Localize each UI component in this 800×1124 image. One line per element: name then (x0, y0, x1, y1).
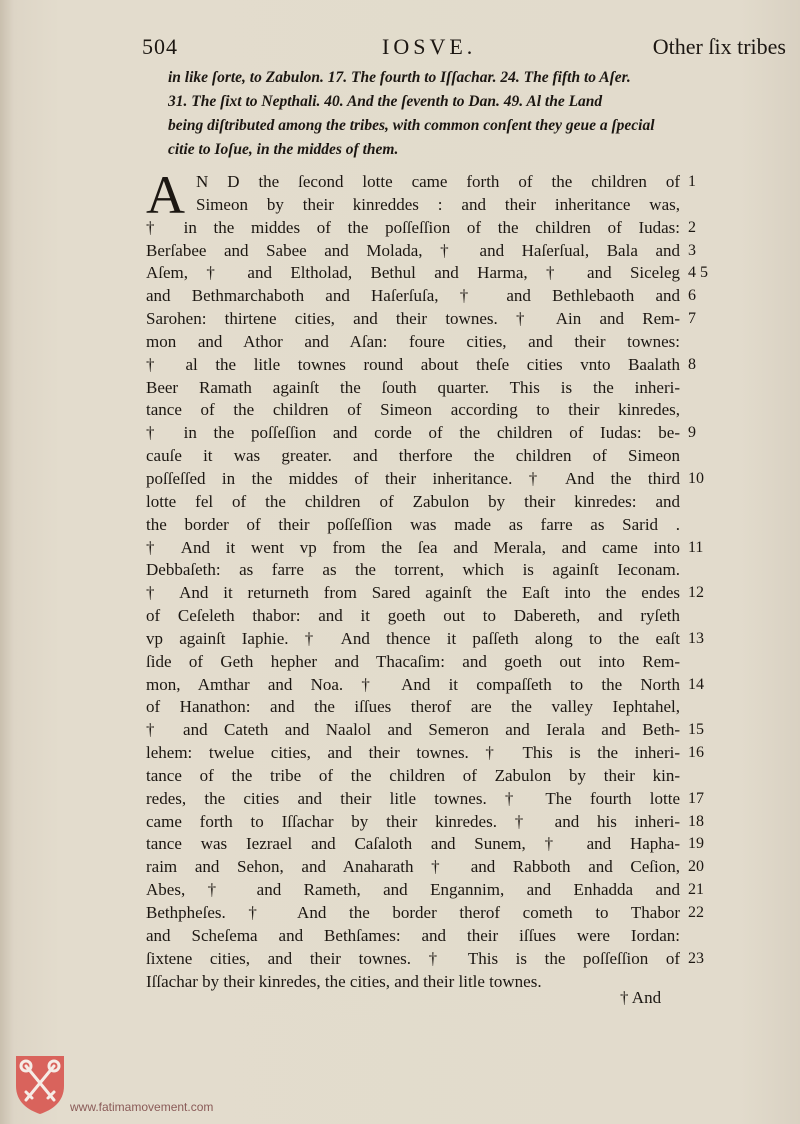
line-text: † And it returneth from Sared againſt the Eaſt into the endes (146, 583, 680, 603)
text-line (146, 377, 786, 400)
text-line (146, 925, 786, 948)
text-line (146, 445, 786, 468)
line-text: cauſe it was greater. and therfore the children of Simeon (146, 446, 680, 466)
text-line (146, 217, 786, 240)
text-line (146, 308, 786, 331)
line-text: Abes, † and Rameth, and Engannim, and Enhadda and (146, 880, 680, 900)
text-line (146, 833, 786, 856)
drop-cap: A (146, 165, 185, 225)
text-line (146, 879, 786, 902)
line-text: ſide of Geth hepher and Thacaſim: and goeth out into Rem- (146, 651, 680, 671)
text-line (146, 696, 786, 719)
text-line (146, 559, 786, 582)
text-line (146, 491, 786, 514)
line-text: Berſabee and Sabee and Molada, † and Haſerſual, Bala and (146, 240, 680, 260)
text-line (146, 399, 786, 422)
line-text: N D the ſecond lotte came forth of the children of (196, 172, 680, 191)
text-line (146, 194, 786, 217)
catchword: † And (620, 988, 662, 1007)
text-line (146, 262, 786, 285)
line-text: Aſem, † and Eltholad, Bethul and Harma, † and Siceleg (146, 263, 680, 283)
verse-number: 22 (688, 904, 704, 921)
line-text: raim and Sehon, and Anaharath † and Rabboth and Ceſion, (146, 857, 680, 877)
line-text: tance of the children of Simeon according to their kinredes, (146, 400, 680, 420)
page-number: 504 (142, 34, 178, 59)
line-text: the border of their poſſeſſion was made as farre as Sarid . (146, 514, 680, 534)
verse-number: 14 (688, 675, 704, 693)
line-text: tance of the tribe of the children of Zabulon by their kin- (146, 765, 680, 785)
text-line (146, 902, 786, 925)
text-line (146, 514, 786, 537)
text-line (146, 240, 786, 263)
line-text: Iſſachar by their kinredes, the cities, and their litle townes. (146, 971, 542, 991)
line-text: of Ceſeleth thabor: and it goeth out to Dabereth, and ryſeth (146, 606, 680, 626)
papal-keys-shield-icon (12, 1052, 68, 1116)
line-text: † in the poſſeſſion and corde of the children of Iudas: be- (146, 423, 680, 443)
text-line (146, 719, 786, 742)
text-line (146, 742, 786, 765)
line-text: Sarohen: thirtene cities, and their townes. † Ain and Rem- (146, 309, 680, 329)
verse-number: 11 (688, 538, 704, 556)
line-text: poſſeſſed in the middes of their inheritance. † And the third (146, 468, 680, 488)
verse-number: 18 (688, 812, 704, 830)
line-text: † al the litle townes round about theſe cities vnto Baalath (146, 354, 680, 374)
text-line (146, 971, 786, 994)
text-line (146, 537, 786, 560)
verse-number: 13 (688, 629, 704, 647)
verse-number: 21 (688, 881, 704, 899)
page-header (142, 34, 786, 62)
line-text: redes, the cities and their litle townes. † The fourth lotte (146, 788, 680, 808)
text-line (146, 171, 786, 194)
text-line (146, 354, 786, 377)
text-line (146, 582, 786, 605)
line-text: of Hanathon: and the iſſues therof are the valley Iephtahel, (146, 697, 680, 717)
verse-number: 23 (688, 949, 704, 967)
line-text: vp againſt Iaphie. † And thence it paſſeth along to the eaſt (146, 628, 680, 648)
text-line (146, 651, 786, 674)
line-text: † And it went vp from the ſea and Merala, and came into (146, 537, 680, 557)
verse-number: 8 (688, 355, 696, 373)
verse-number: 20 (688, 858, 704, 876)
line-text: mon, Amthar and Noa. † And it compaſſeth to the North (146, 674, 680, 694)
running-head: Other ſix tribes (652, 34, 786, 59)
text-line (146, 628, 786, 651)
verse-number: 15 (688, 721, 704, 739)
line-text: † in the middes of the poſſeſſion of the children of Iudas: (146, 217, 680, 237)
verse-number: 7 (688, 310, 696, 328)
summary-line: being diſtributed among the tribes, with common conſent they geue a ſpecial (168, 117, 655, 134)
verse-number: 2 (688, 218, 696, 236)
verse-number: 9 (688, 424, 696, 442)
text-line (146, 788, 786, 811)
line-text: came forth to Iſſachar by their kinredes. † and his inheri- (146, 811, 680, 831)
verse-number: 12 (688, 584, 704, 602)
text-line (146, 765, 786, 788)
line-text: tance was Iezrael and Caſaloth and Sunem, † and Hapha- (146, 834, 680, 854)
summary-line: 31. The ſixt to Nepthali. 40. And the ſeventh to Dan. 49. Al the Land (168, 93, 603, 110)
text-line (146, 856, 786, 879)
verse-number: 16 (688, 744, 704, 762)
line-text: lotte fel of the children of Zabulon by their kinredes: and (146, 491, 680, 511)
summary-line: citie to Ioſue, in the middes of them. (168, 141, 399, 158)
text-line (146, 674, 786, 697)
text-line (146, 948, 786, 971)
line-text: and Bethmarchaboth and Haſerſuſa, † and Bethlebaoth and (146, 286, 680, 306)
line-text: Debbaſeth: as farre as the torrent, which is againſt Ieconam. (146, 560, 680, 580)
verse-number: 4 5 (688, 264, 708, 282)
text-line (146, 605, 786, 628)
verse-number: 10 (688, 469, 704, 487)
text-line (146, 331, 786, 354)
verse-number: 19 (688, 835, 704, 853)
main-text (146, 165, 786, 993)
line-text: Simeon by their kinreddes : and their inheritance was, (196, 194, 680, 214)
line-text: Beer Ramath againſt the ſouth quarter. This is the inheri- (146, 377, 680, 397)
verse-number: 1 (688, 173, 696, 190)
line-text: and Scheſema and Bethſames: and their iſſues were Iordan: (146, 925, 680, 945)
line-text: mon and Athor and Aſan: foure cities, and their townes: (146, 331, 680, 351)
line-text: ſixtene cities, and their townes. † This is the poſſeſſion of (146, 948, 680, 968)
text-line (146, 468, 786, 491)
text-line (146, 811, 786, 834)
text-line (146, 422, 786, 445)
verse-number: 6 (688, 287, 696, 305)
book-title: IOSVE. (382, 34, 477, 59)
summary-line: in like ſorte, to Zabulon. 17. The fourth to Iſſachar. 24. The fifth to Aſer. (168, 69, 631, 86)
text-line (146, 285, 786, 308)
chapter-summary (168, 66, 728, 162)
verse-number: 17 (688, 789, 704, 807)
verse-number: 3 (688, 241, 696, 259)
line-text: † and Cateth and Naalol and Semeron and Ierala and Beth- (146, 720, 680, 740)
footer-url: www.fatimamovement.com (70, 1100, 214, 1114)
line-text: lehem: twelue cities, and their townes. † This is the inheri- (146, 743, 680, 763)
line-text: Bethpheſes. † And the border therof cometh to Thabor (146, 903, 680, 922)
